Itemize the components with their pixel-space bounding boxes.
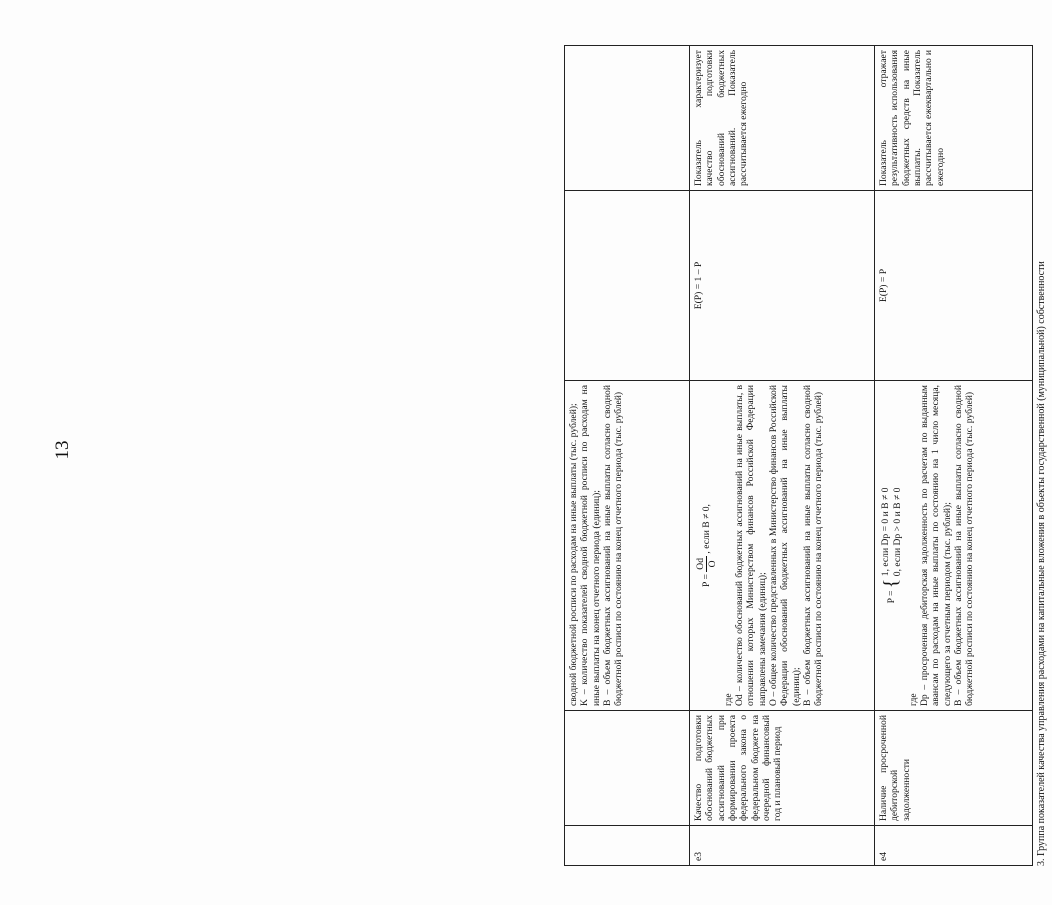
where-label: где bbox=[907, 693, 919, 706]
cell-code-empty bbox=[565, 826, 690, 866]
table-row-e3 bbox=[690, 46, 875, 866]
indicators-table bbox=[564, 45, 1033, 866]
formula-case: 0, если Dp > 0 и B ≠ 0 bbox=[891, 487, 903, 577]
indicator-code: e4 bbox=[875, 826, 1033, 866]
definition-line: B – объем бюджетных ассигнований на иные выплаты согласно сводной бюджетной росписи по состоянию на конец отчетного периода (тыс. рублей) bbox=[952, 385, 976, 706]
cell-formula-continuation bbox=[565, 381, 690, 711]
definition-line: O – общее количество представленных в Министерство финансов Российской Федерации обоснований бюджетных ассигнований на иные выплаты (единиц); bbox=[767, 385, 802, 706]
formula-e4 bbox=[880, 385, 904, 706]
continuation-line: B – объем бюджетных ассигнований на иные выплаты согласно сводной бюджетной росписи по состоянию на конец отчетного периода (тыс. рублей) bbox=[601, 385, 625, 706]
indicator-evaluation: E(P) = P bbox=[875, 191, 1033, 381]
formula-cases bbox=[880, 488, 903, 577]
table-row-e4 bbox=[875, 46, 1033, 866]
where-label: где bbox=[722, 693, 734, 706]
formula-case: 1, если Dp = 0 и B ≠ 0 bbox=[880, 487, 892, 577]
indicator-formula bbox=[875, 381, 1033, 711]
indicator-name: Качество подготовки обоснований бюджетных ассигнований при формировании проекта федерального закона о федеральном бюджете на очередной финансовый год и плановый период bbox=[690, 711, 875, 826]
page-number: 13 bbox=[52, 440, 73, 460]
definition-line: Dp – просроченная дебиторская задолженность по расчетам по выданным авансам по расходам на иные выплаты по состоянию на 1 число месяца, следующего за отчетным периодом (тыс. рублей); bbox=[918, 385, 953, 706]
continuation-line: K – количество показателей сводной бюджетной росписи по расходам на иные выплаты на конец отчетного периода (единиц); bbox=[579, 385, 602, 706]
left-brace-symbol: { bbox=[880, 578, 902, 589]
fraction-numerator: Od bbox=[695, 558, 706, 570]
indicator-name: Наличие просроченной дебиторской задолженности bbox=[875, 711, 1033, 826]
continuation-line: сводной бюджетной росписи по расходам на иные выплаты (тыс. рублей); bbox=[568, 403, 579, 706]
fraction-denominator: O bbox=[707, 560, 719, 568]
definition-line: Od – количество обоснований бюджетных ассигнований на иные выплаты, в отношении которых Министерством финансов Российской Федерации направлены замечания (единиц); bbox=[733, 385, 768, 706]
indicator-code: e3 bbox=[690, 826, 875, 866]
table-row-continuation bbox=[565, 46, 690, 866]
group-heading: 3. Группа показателей качества управления расходами на капитальные вложения в объекты государственной (муниципальной) собственности bbox=[1036, 261, 1047, 866]
formula-lhs: P = bbox=[701, 574, 713, 587]
indicator-evaluation: E(P) = 1 – P bbox=[690, 191, 875, 381]
indicator-comment: Показатель отражает результативность использования бюджетных средств на иные выплаты. Показатель рассчитывается ежеквартально и ежегодно bbox=[875, 46, 1033, 191]
formula-lhs: P = bbox=[886, 590, 897, 604]
formula-condition: , если B ≠ 0, bbox=[701, 504, 713, 554]
formula-e3 bbox=[695, 385, 719, 706]
definition-line: B – объем бюджетных ассигнований на иные выплаты согласно сводной бюджетной росписи по состоянию на конец отчетного периода (тыс. рублей) bbox=[801, 385, 825, 706]
cell-name-empty bbox=[565, 711, 690, 826]
indicator-comment: Показатель характеризует качество подготовки обоснований бюджетных ассигнований. Показатель рассчитывается ежегодно bbox=[690, 46, 875, 191]
formula-fraction bbox=[695, 556, 719, 572]
cell-comment-empty bbox=[565, 46, 690, 191]
cell-evaluation-empty bbox=[565, 191, 690, 381]
indicator-formula bbox=[690, 381, 875, 711]
rotated-page bbox=[564, 46, 1052, 866]
